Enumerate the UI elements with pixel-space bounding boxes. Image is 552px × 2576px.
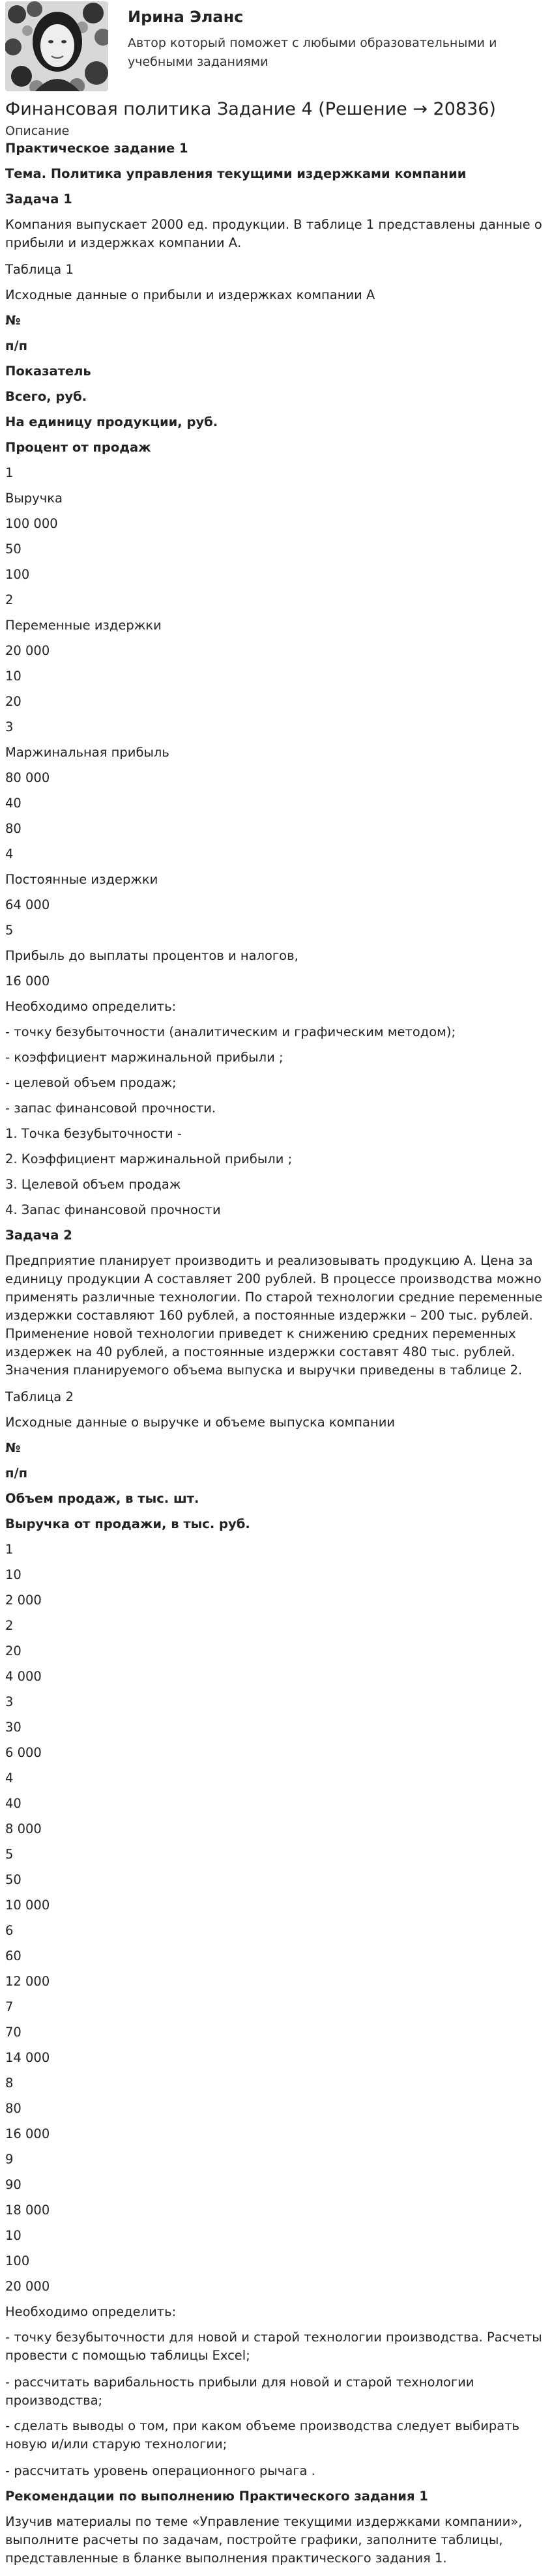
content-paragraph: 100 000 — [5, 516, 58, 531]
content-paragraph: 20 000 — [5, 2279, 50, 2294]
content-paragraph: 9 — [5, 2152, 14, 2167]
content-paragraph: Выручка — [5, 491, 63, 506]
content-paragraph: 60 — [5, 1948, 22, 1963]
content-paragraph: 50 — [5, 1872, 22, 1887]
content-paragraph: - точку безубыточности (аналитическим и графическим методом); — [5, 1024, 456, 1039]
content-heading: Всего, руб. — [5, 389, 87, 404]
content-paragraph: 16 000 — [5, 974, 50, 989]
content-paragraph: 16 000 — [5, 2126, 50, 2141]
content-paragraph: 1 — [5, 465, 14, 480]
content-paragraph: - точку безубыточности для новой и старой технологии производства. Расчеты провести с помощью таблицы Excel; — [5, 2330, 542, 2363]
content-paragraph: 100 — [5, 2253, 30, 2268]
content-paragraph: 18 000 — [5, 2203, 50, 2218]
content-paragraph: 20 — [5, 694, 22, 709]
content-paragraph: 4 000 — [5, 1669, 42, 1684]
content-paragraph: 3 — [5, 1694, 14, 1709]
content-paragraph: 5 — [5, 923, 14, 938]
content-paragraph: Изучив материалы по теме «Управление текущими издержками компании», выполните расчеты по задачам, постройте графики, заполните таблицы, представленные в бланке выполнения практического задания 1. — [5, 2514, 523, 2566]
content-heading: Процент от продаж — [5, 440, 151, 455]
content-heading: Выручка от продажи, в тыс. руб. — [5, 1516, 250, 1531]
content-paragraph: Исходные данные о выручке и объеме выпуска компании — [5, 1415, 396, 1430]
content-heading: Показатель — [5, 364, 91, 379]
content-paragraph: Маржинальная прибыль — [5, 745, 169, 760]
content-paragraph: 64 000 — [5, 897, 50, 912]
content-paragraph: 80 — [5, 2101, 22, 2116]
content-paragraph: - целевой объем продаж; — [5, 1075, 177, 1090]
page-title: Финансовая политика Задание 4 (Решение → 20836) — [5, 99, 496, 119]
content-paragraph: - коэффициент маржинальной прибыли ; — [5, 1050, 283, 1065]
content-heading: № — [5, 1440, 21, 1455]
author-avatar[interactable] — [5, 1, 108, 91]
content-paragraph: 3. Целевой объем продаж — [5, 1177, 181, 1192]
content-paragraph: 2 — [5, 1618, 14, 1633]
content-paragraph: 3 — [5, 719, 14, 734]
content-paragraph: Таблица 2 — [5, 1389, 74, 1404]
content-paragraph: 14 000 — [5, 2050, 50, 2065]
author-card — [5, 0, 547, 93]
content-paragraph: 10 — [5, 1567, 22, 1582]
content-paragraph: 90 — [5, 2177, 22, 2192]
content-paragraph: 4. Запас финансовой прочности — [5, 1202, 221, 1217]
content-paragraph: 8 000 — [5, 1821, 42, 1836]
content-paragraph: 100 — [5, 567, 30, 582]
description-label: Описание — [5, 124, 70, 138]
content-paragraph: 2 000 — [5, 1593, 42, 1608]
author-description: Автор который поможет с любыми образовательными и учебными заданиями — [128, 36, 497, 69]
content-paragraph: 10 000 — [5, 1898, 50, 1913]
content-paragraph: 8 — [5, 2076, 14, 2091]
content-paragraph: 4 — [5, 847, 14, 861]
content-paragraph: - сделать выводы о том, при каком объеме производства следует выбирать новую и/или старую технологии; — [5, 2418, 520, 2452]
content-paragraph: 80 — [5, 821, 22, 836]
content-heading: Рекомендации по выполнению Практического задания 1 — [5, 2489, 428, 2504]
content-heading: п/п — [5, 338, 28, 353]
content-paragraph: Предприятие планирует производить и реализовывать продукцию А. Цена за единицу продукции А составляет 200 рублей. В процессе производства можно применять различные технологии. По старой технологии средние переменные издержки составляют 160 рублей, а постоянные издержки – 200 тыс. рублей. Применение новой технологии приведет к снижению средних переменных издержек на 40 рублей, а постоянные издержки составят 480 тыс. рублей. Значения планируемого объема выпуска и выручки приведены в таблице 2. — [5, 1253, 543, 1378]
content-paragraph: 10 — [5, 2228, 22, 2243]
content-heading: № — [5, 313, 21, 328]
content-paragraph: Компания выпускает 2000 ед. продукции. В таблице 1 представлены данные о прибыли и издержках компании А. — [5, 217, 542, 250]
content-paragraph: 1 — [5, 1542, 14, 1557]
content-paragraph: Необходимо определить: — [5, 999, 177, 1014]
content-paragraph: 12 000 — [5, 1974, 50, 1989]
content-paragraph: 40 — [5, 1796, 22, 1811]
content-heading: п/п — [5, 1466, 28, 1481]
content-paragraph: - рассчитать варибальность прибыли для новой и старой технологии производства; — [5, 2375, 474, 2408]
content-paragraph: 80 000 — [5, 770, 50, 785]
content-paragraph: 4 — [5, 1771, 14, 1786]
content-paragraph: 70 — [5, 2025, 22, 2040]
content-paragraph: 6 — [5, 1923, 14, 1938]
author-info — [128, 1, 519, 72]
content-paragraph: 50 — [5, 542, 22, 557]
content-paragraph: Исходные данные о прибыли и издержках компании А — [5, 287, 375, 302]
content-heading: Тема. Политика управления текущими издержками компании — [5, 166, 467, 181]
content-paragraph: Прибыль до выплаты процентов и налогов, — [5, 948, 298, 963]
content-heading: На единицу продукции, руб. — [5, 414, 218, 429]
task-content — [5, 139, 547, 2568]
content-heading: Задача 2 — [5, 1228, 72, 1243]
content-paragraph: 2. Коэффициент маржинальной прибыли ; — [5, 1151, 293, 1166]
content-heading: Задача 1 — [5, 192, 72, 207]
content-heading: Практическое задание 1 — [5, 141, 188, 156]
content-paragraph: 20 — [5, 1643, 22, 1658]
author-name[interactable]: Ирина Эланс — [128, 8, 244, 26]
content-paragraph: Переменные издержки — [5, 618, 162, 633]
content-paragraph: Постоянные издержки — [5, 872, 158, 887]
content-paragraph: 1. Точка безубыточности - — [5, 1126, 182, 1141]
content-paragraph: 6 000 — [5, 1745, 42, 1760]
content-paragraph: 7 — [5, 1999, 14, 2014]
content-paragraph: 30 — [5, 1720, 22, 1735]
content-paragraph: Таблица 1 — [5, 262, 74, 277]
content-paragraph: - запас финансовой прочности. — [5, 1101, 216, 1116]
content-paragraph: 5 — [5, 1847, 14, 1862]
content-paragraph: 2 — [5, 592, 14, 607]
content-paragraph: 20 000 — [5, 643, 50, 658]
content-paragraph: - рассчитать уровень операционного рычага . — [5, 2463, 315, 2478]
content-paragraph: 40 — [5, 796, 22, 811]
content-heading: Объем продаж, в тыс. шт. — [5, 1491, 199, 1506]
content-paragraph: 10 — [5, 669, 22, 684]
content-paragraph: Необходимо определить: — [5, 2304, 177, 2319]
